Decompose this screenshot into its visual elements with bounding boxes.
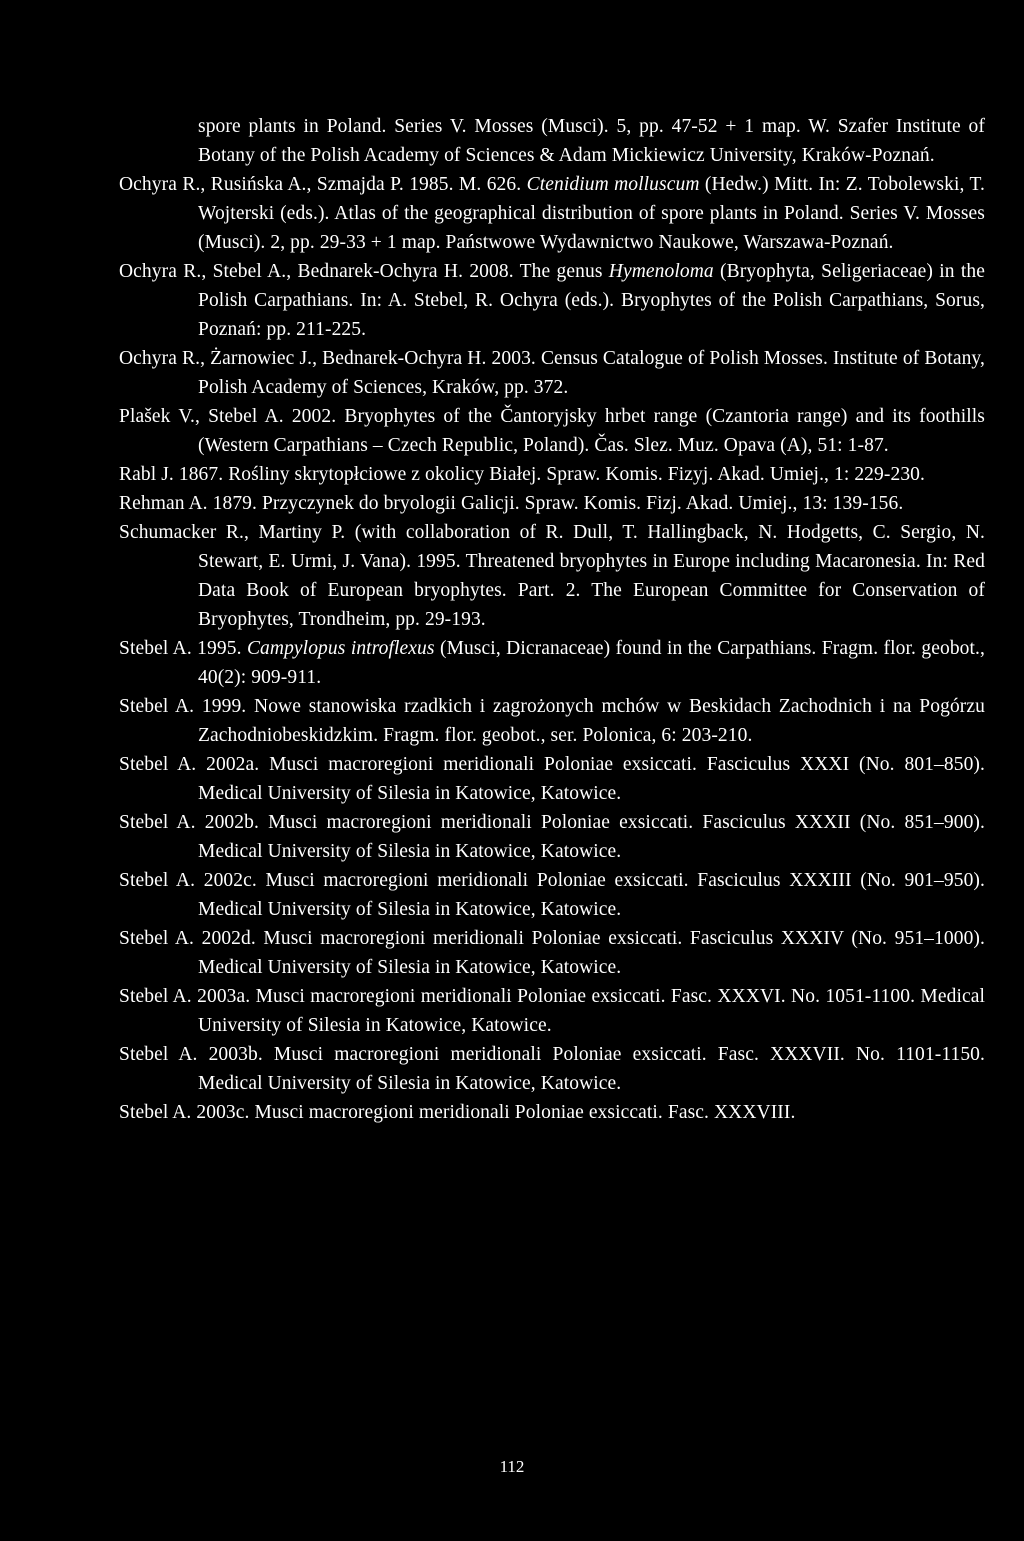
- reference-text: Stebel A. 2003b. Musci macroregioni meridionali Poloniae exsiccati. Fasc. XXXVII. No. 1101-1150. Medical University of Silesia in Katowice, Katowice.: [119, 1044, 985, 1094]
- reference-text: Ochyra R., Żarnowiec J., Bednarek-Ochyra H. 2003. Census Catalogue of Polish Mosses. Institute of Botany, Polish Academy of Sciences, Kraków, pp. 372.: [119, 348, 985, 398]
- reference-text: Plašek V., Stebel A. 2002. Bryophytes of the Čantoryjsky hrbet range (Czantoria range) and its foothills (Western Carpathians – Czech Republic, Poland). Čas. Slez. Muz. Opava (A), 51: 1-87.: [119, 406, 985, 456]
- reference-text: Schumacker R., Martiny P. (with collaboration of R. Dull, T. Hallingback, N. Hodgetts, C. Sergio, N. Stewart, E. Urmi, J. Vana). 1995. Threatened bryophytes in Europe including Macaronesia. In: Red Data Book of European bryophytes. Part. 2. The European Committee for Conservation of Bryophytes, Trondheim, pp. 29-193.: [119, 522, 985, 630]
- reference-text: (Bryophyta, Seligeriaceae) in the Polish Carpathians. In: A. Stebel, R. Ochyra (eds.). Bryophytes of the Polish Carpathians, Sorus, Poznań: pp. 211-225.: [198, 261, 985, 340]
- taxon-name: Hymenoloma: [608, 261, 714, 282]
- reference-entry: [119, 344, 985, 402]
- page-number: 112: [499, 1457, 525, 1476]
- taxon-name: Ctenidium molluscum: [526, 174, 700, 195]
- reference-text: Stebel A. 1995.: [119, 638, 247, 659]
- reference-entry: [119, 1040, 985, 1098]
- reference-text: spore plants in Poland. Series V. Mosses (Musci). 5, pp. 47-52 + 1 map. W. Szafer Institute of Botany of the Polish Academy of Sciences & Adam Mickiewicz University, Kraków-Poznań.: [198, 116, 985, 166]
- reference-entry: [119, 634, 985, 692]
- reference-entry: [119, 402, 985, 460]
- reference-entry: [119, 518, 985, 634]
- reference-text: Rabl J. 1867. Rośliny skrytopłciowe z okolicy Białej. Spraw. Komis. Fizyj. Akad. Umiej., 1: 229-230.: [119, 464, 926, 485]
- taxon-name: Campylopus introflexus: [246, 638, 435, 659]
- reference-text: (Hedw.) Mitt. In: Z. Tobolewski, T. Wojterski (eds.). Atlas of the geographical distribution of spore plants in Poland. Series V. Mosses (Musci). 2, pp. 29-33 + 1 map. Państwowe Wydawnictwo Naukowe, Warszawa-Poznań.: [198, 174, 985, 253]
- reference-entry: [119, 170, 985, 257]
- reference-entry: [119, 460, 985, 489]
- reference-entry: [119, 489, 985, 518]
- reference-text: Stebel A. 2003a. Musci macroregioni meridionali Poloniae exsiccati. Fasc. XXXVI. No. 1051-1100. Medical University of Silesia in Katowice, Katowice.: [119, 986, 985, 1036]
- reference-entry: [119, 808, 985, 866]
- reference-text: Ochyra R., Rusińska A., Szmajda P. 1985. M. 626.: [119, 174, 527, 195]
- reference-entry: [119, 692, 985, 750]
- reference-list: [119, 112, 985, 1127]
- reference-entry: [119, 750, 985, 808]
- reference-entry: [119, 1098, 985, 1127]
- reference-text: Stebel A. 2002b. Musci macroregioni meridionali Poloniae exsiccati. Fasciculus XXXII (No. 851–900). Medical University of Silesia in Katowice, Katowice.: [119, 812, 985, 862]
- reference-text: Stebel A. 1999. Nowe stanowiska rzadkich i zagrożonych mchów w Beskidach Zachodnich i na Pogórzu Zachodniobeskidzkim. Fragm. flor. geobot., ser. Polonica, 6: 203-210.: [119, 696, 985, 746]
- reference-text: Ochyra R., Stebel A., Bednarek-Ochyra H. 2008. The genus: [119, 261, 609, 282]
- reference-text: Stebel A. 2002d. Musci macroregioni meridionali Poloniae exsiccati. Fasciculus XXXIV (No. 951–1000). Medical University of Silesia in Katowice, Katowice.: [119, 928, 985, 978]
- reference-text: Stebel A. 2003c. Musci macroregioni meridionali Poloniae exsiccati. Fasc. XXXVIII.: [119, 1102, 796, 1123]
- reference-entry: [119, 982, 985, 1040]
- reference-text: Stebel A. 2002a. Musci macroregioni meridionali Poloniae exsiccati. Fasciculus XXXI (No. 801–850). Medical University of Silesia in Katowice, Katowice.: [119, 754, 985, 804]
- reference-continuation: [119, 112, 985, 170]
- reference-text: Stebel A. 2002c. Musci macroregioni meridionali Poloniae exsiccati. Fasciculus XXXIII (No. 901–950). Medical University of Silesia in Katowice, Katowice.: [119, 870, 985, 920]
- reference-text: (Musci, Dicranaceae) found in the Carpathians. Fragm. flor. geobot., 40(2): 909-911.: [198, 638, 985, 688]
- reference-text: Rehman A. 1879. Przyczynek do bryologii Galicji. Spraw. Komis. Fizj. Akad. Umiej., 13: 139-156.: [119, 493, 904, 514]
- reference-entry: [119, 257, 985, 344]
- reference-entry: [119, 866, 985, 924]
- reference-entry: [119, 924, 985, 982]
